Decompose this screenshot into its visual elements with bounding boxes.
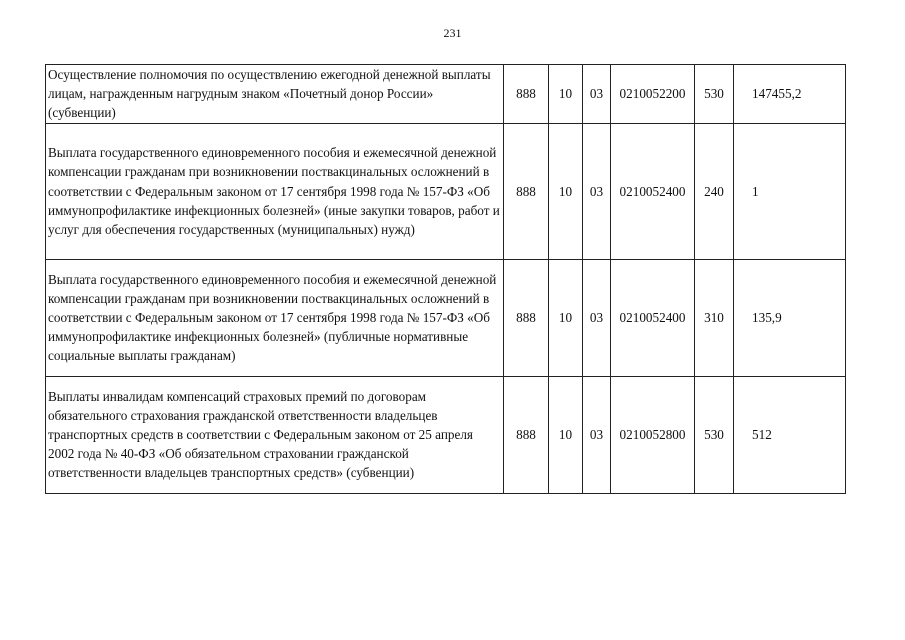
subsection-code: 03 bbox=[583, 65, 611, 124]
section-code: 10 bbox=[549, 65, 583, 124]
grbs-code: 888 bbox=[504, 123, 549, 259]
row-description: Выплата государственного единовременного пособия и ежемесячной денежной компенсации гражданам при возникновении поствакцинальных осложнений в соответствии с Федеральным законом от 17 сентября 1998 года № 157-ФЗ «Об иммунопрофилактике инфекционных болезней» (публичные нормативные социальные выплаты гражданам) bbox=[46, 259, 504, 376]
section-code: 10 bbox=[549, 376, 583, 493]
amount: 147455,2 bbox=[734, 65, 846, 124]
grbs-code: 888 bbox=[504, 376, 549, 493]
expense-type-code: 310 bbox=[695, 259, 734, 376]
row-description: Выплаты инвалидам компенсаций страховых премий по договорам обязательного страхования гражданской ответственности владельцев транспортных средств в соответствии с Федеральным законом от 25 апреля 2002 года № 40-ФЗ «Об обязательном страховании гражданской ответственности владельцев транспортных средств» (субвенции) bbox=[46, 376, 504, 493]
amount: 135,9 bbox=[734, 259, 846, 376]
amount: 1 bbox=[734, 123, 846, 259]
subsection-code: 03 bbox=[583, 376, 611, 493]
table-row bbox=[46, 65, 846, 124]
expense-type-code: 530 bbox=[695, 65, 734, 124]
grbs-code: 888 bbox=[504, 259, 549, 376]
expense-type-code: 530 bbox=[695, 376, 734, 493]
expense-type-code: 240 bbox=[695, 123, 734, 259]
target-article-code: 0210052400 bbox=[611, 123, 695, 259]
target-article-code: 0210052800 bbox=[611, 376, 695, 493]
budget-table bbox=[45, 64, 846, 494]
section-code: 10 bbox=[549, 123, 583, 259]
target-article-code: 0210052400 bbox=[611, 259, 695, 376]
row-description: Выплата государственного единовременного пособия и ежемесячной денежной компенсации гражданам при возникновении поствакцинальных осложнений в соответствии с Федеральным законом от 17 сентября 1998 года № 157-ФЗ «Об иммунопрофилактике инфекционных болезней» (иные закупки товаров, работ и услуг для обеспечения государственных (муниципальных) нужд) bbox=[46, 123, 504, 259]
subsection-code: 03 bbox=[583, 123, 611, 259]
row-description: Осуществление полномочия по осуществлению ежегодной денежной выплаты лицам, награжденным нагрудным знаком «Почетный донор России» (субвенции) bbox=[46, 65, 504, 124]
grbs-code: 888 bbox=[504, 65, 549, 124]
page-number: 231 bbox=[443, 26, 462, 40]
subsection-code: 03 bbox=[583, 259, 611, 376]
target-article-code: 0210052200 bbox=[611, 65, 695, 124]
section-code: 10 bbox=[549, 259, 583, 376]
amount: 512 bbox=[734, 376, 846, 493]
table-row bbox=[46, 259, 846, 376]
table-row bbox=[46, 123, 846, 259]
table-row bbox=[46, 376, 846, 493]
